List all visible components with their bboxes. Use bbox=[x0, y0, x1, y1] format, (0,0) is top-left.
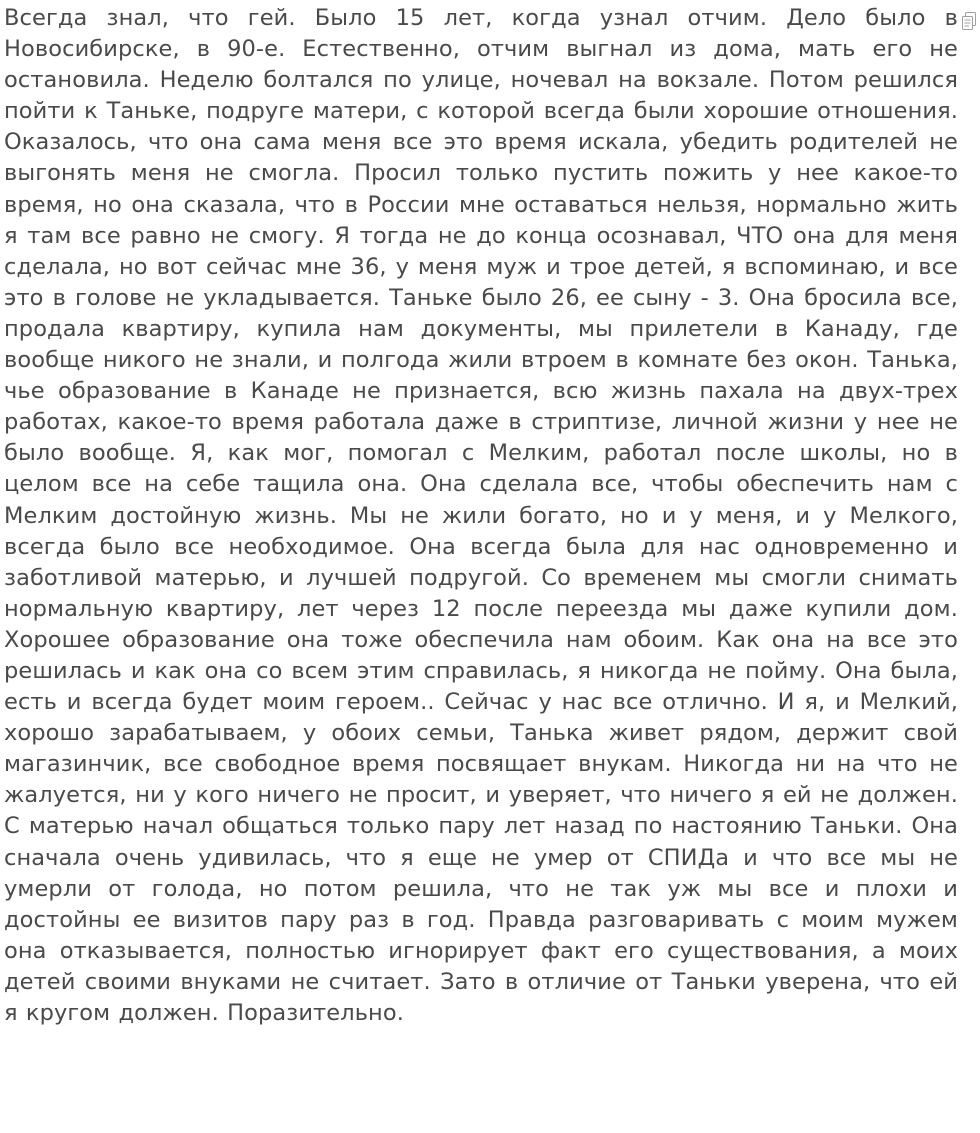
copy-icon[interactable] bbox=[962, 12, 976, 30]
post-text: Всегда знал, что гей. Было 15 лет, когда узнал отчим. Дело было в Новосибирске, в 90-е. Естественно, отчим выгнал из дома, мать его не остановила. Неделю болтался по улице, ночевал на вокзале. Потом решился пойти к Таньке, подруге матери, с которой всегда были хорошие отношения. Оказалось, что она сама меня все это время искала, убедить родителей не выгонять меня не смогла. Просил только пустить пожить у нее какое-то время, но она сказала, что в России мне оставаться нельзя, нормально жить я там все равно не смогу. Я тогда не до конца осознавал, ЧТО она для меня сделала, но вот сейчас мне 36, у меня муж и трое детей, я вспоминаю, и все это в голове не укладывается. Таньке было 26, ее сыну - 3. Она бросила все, продала квартиру, купила нам документы, мы прилетели в Канаду, где вообще никого не знали, и полгода жили втроем в комнате без окон. Танька, чье образование в Канаде не признается, всю жизнь пахала на двух-трех работах, какое-то время работала даже в стриптизе, личной жизни у нее не было вообще. Я, как мог, помогал с Мелким, работал после школы, но в целом все на себе тащила она. Она сделала все, чтобы обеспечить нам с Мелким достойную жизнь. Мы не жили богато, но и у меня, и у Мелкого, всегда было все необходимое. Она всегда была для нас одновременно и заботливой матерью, и лучшей подругой. Со временем мы смогли снимать нормальную квартиру, лет через 12 после переезда мы даже купили дом. Хорошее образование она тоже обеспечила нам обоим. Как она на все это решилась и как она со всем этим справилась, я никогда не пойму. Она была, есть и всегда будет моим героем.. Сейчас у нас все отлично. И я, и Мелкий, хорошо зарабатываем, у обоих семьи, Танька живет рядом, держит свой магазинчик, все свободное время посвящает внукам. Никогда ни на что не жалуется, ни у кого ничего не просит, и уверяет, что ничего я ей не должен. С матерью начал общаться только пару лет назад по настоянию Таньки. Она сначала очень удивилась, что я еще не умер от СПИДа и что все мы не умерли от голода, но потом решила, что не так уж мы все и плохи и достойны ее визитов пару раз в год. Правда разговаривать с моим мужем она отказывается, полностью игнорирует факт его существования, а моих детей своими внуками не считает. Зато в отличие от Таньки уверена, что ей я кругом должен. Поразительно. bbox=[4, 5, 958, 1026]
